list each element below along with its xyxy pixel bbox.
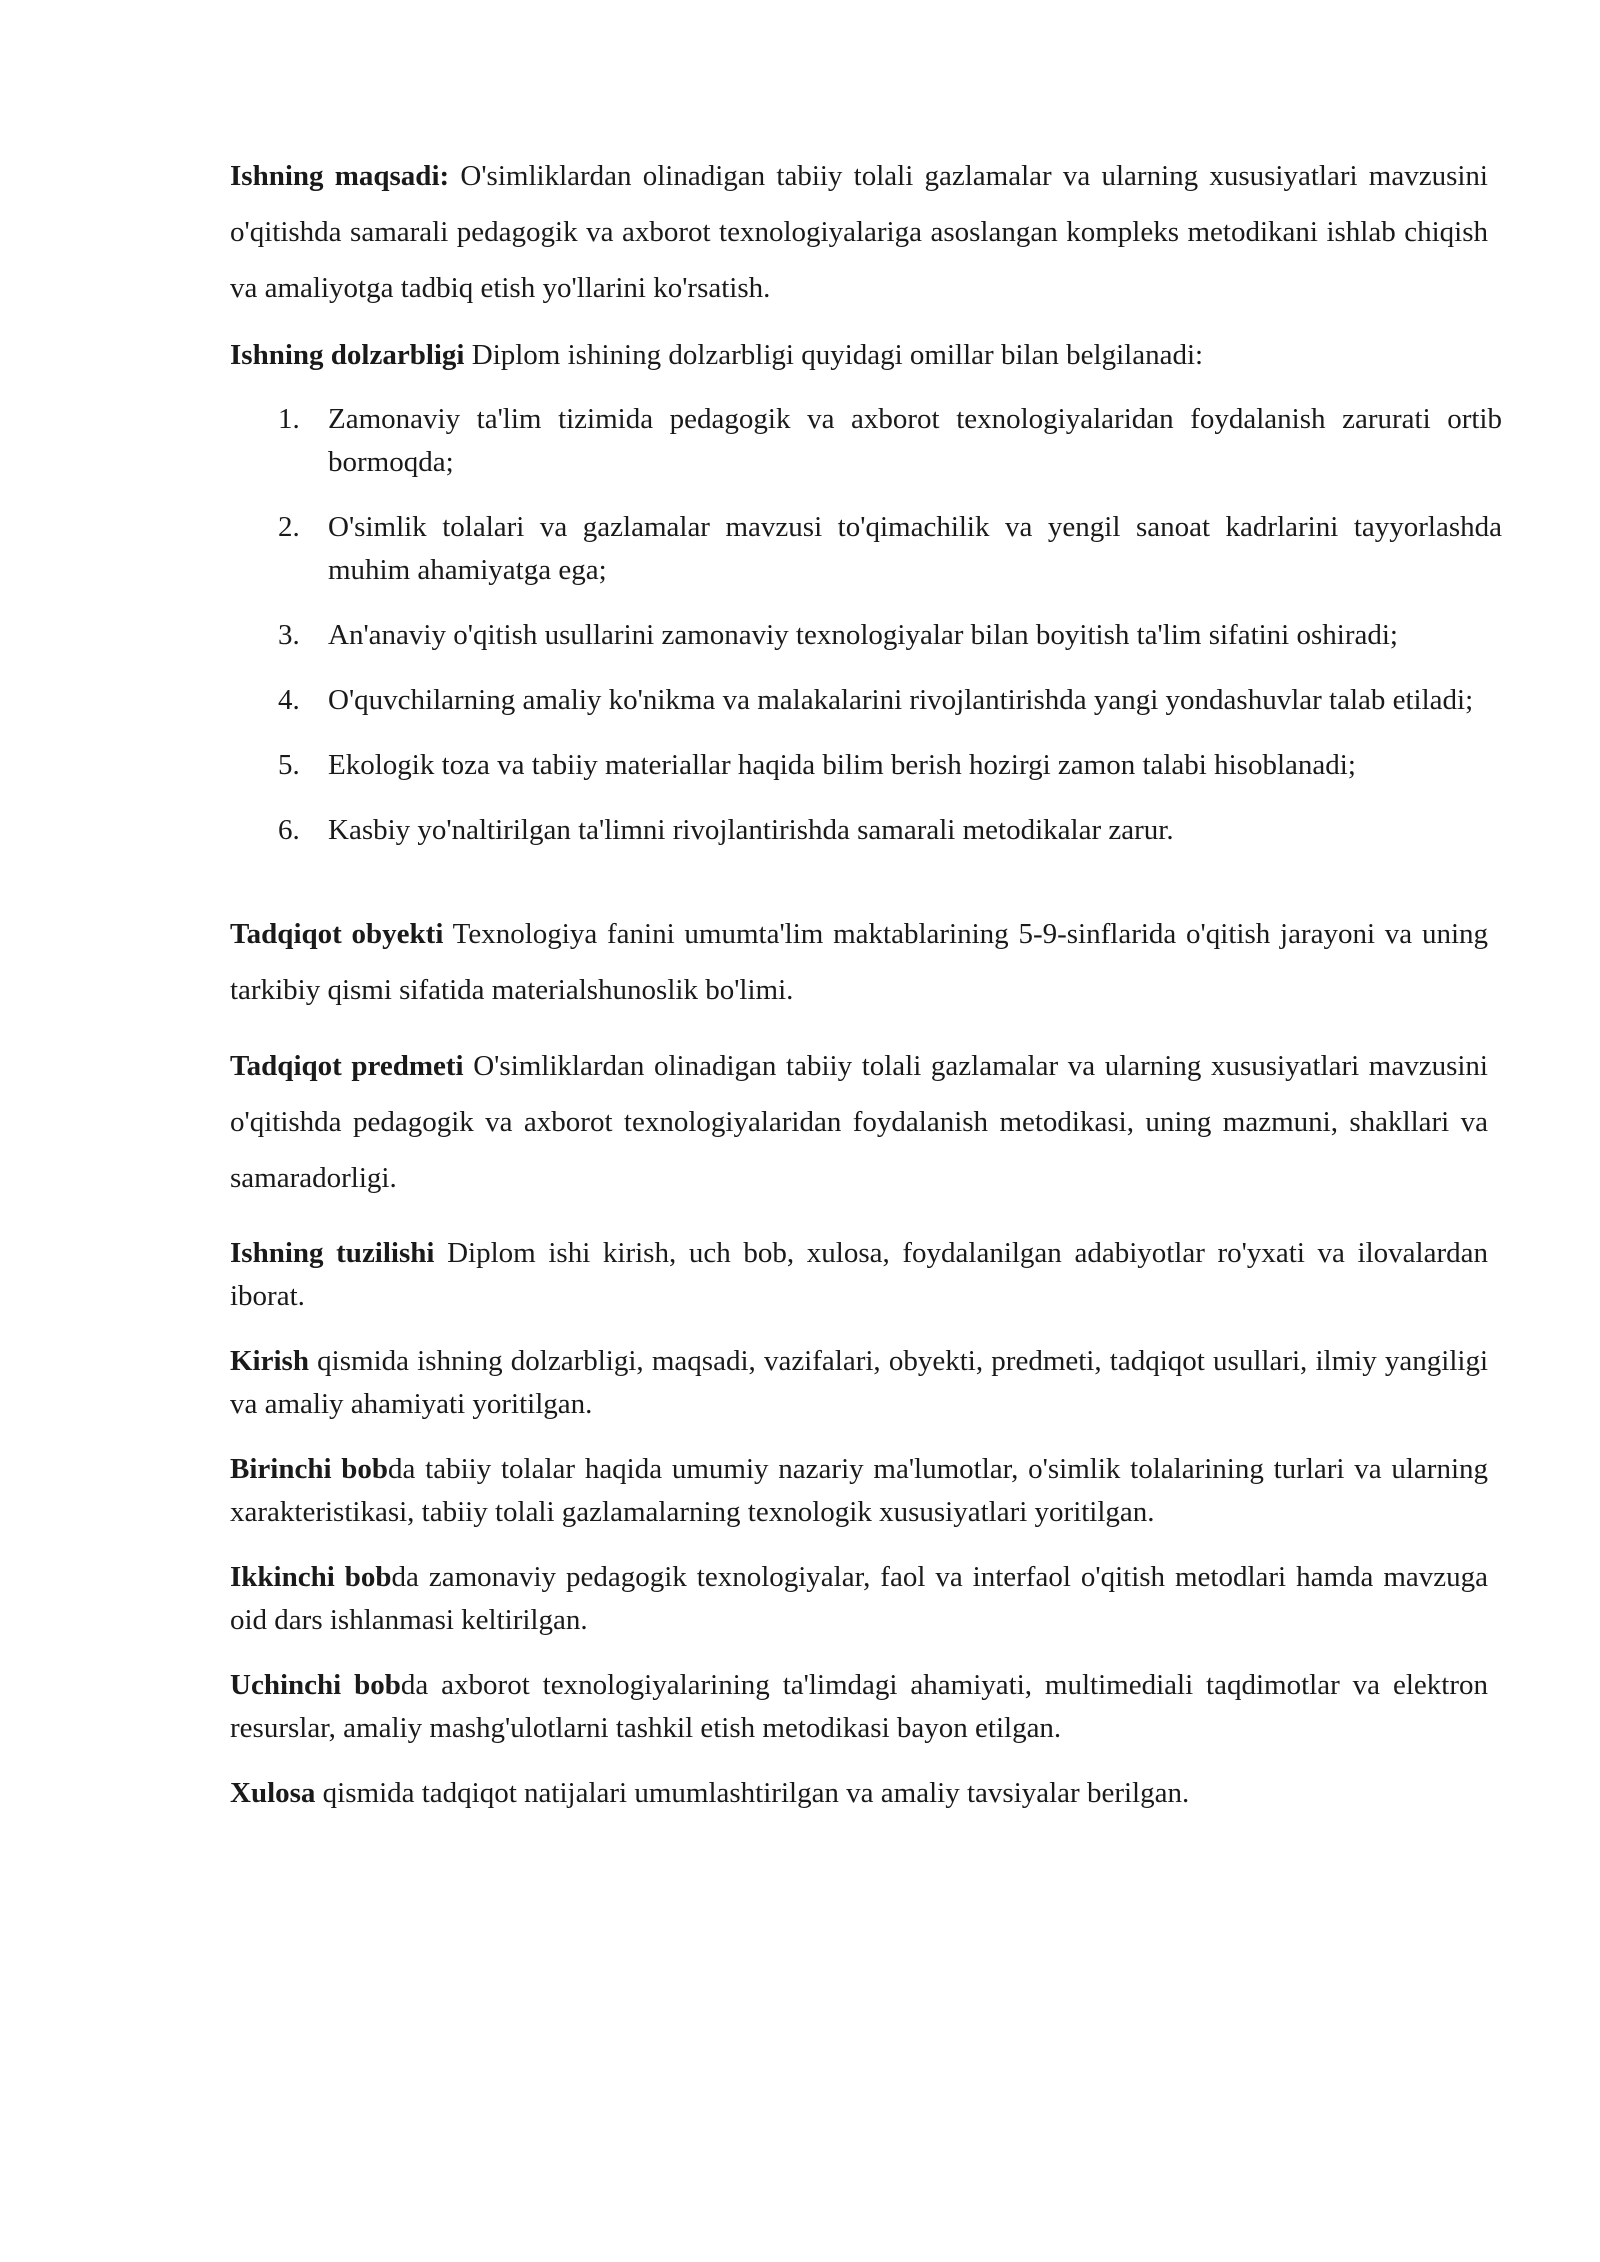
bob1-paragraph [230,1448,1488,1534]
list-item-text: O'simlik tolalari va gazlamalar mavzusi to'qimachilik va yengil sanoat kadrlarini tayyorlashda muhim ahamiyatga ega; [328,511,1502,586]
kirish-text: qismida ishning dolzarbligi, maqsadi, vazifalari, obyekti, predmeti, tadqiqot usullari, ilmiy yangiligi va amaliy ahamiyati yoritilgan. [230,1345,1488,1420]
list-item-text: An'anaviy o'qitish usullarini zamonaviy texnologiyalar bilan boyitish ta'lim sifatini oshiradi; [328,619,1398,651]
list-item [278,398,1502,484]
tuzilish-label: Ishning tuzilishi [230,1237,435,1269]
dolzarblik-text: Diplom ishining dolzarbligi quyidagi omillar bilan belgilanadi: [464,339,1204,371]
xulosa-label: Xulosa [230,1777,316,1809]
list-item [278,614,1502,657]
list-item-number: 5. [278,749,300,781]
list-item-text: Zamonaviy ta'lim tizimida pedagogik va axborot texnologiyalaridan foydalanish zarurati ortib bormoqda; [328,403,1502,478]
list-item-text: Ekologik toza va tabiiy materiallar haqida bilim berish hozirgi zamon talabi hisoblanadi; [328,749,1356,781]
obyekt-label: Tadqiqot obyekti [230,918,444,950]
bob1-text: da tabiiy tolalar haqida umumiy nazariy ma'lumotlar, o'simlik tolalarining turlari va ularning xarakteristikasi, tabiiy tolali gazlamalarning texnologik xususiyatlari yoritilgan. [230,1453,1488,1528]
maqsad-label: Ishning maqsadi: [230,160,450,192]
list-item [278,506,1502,592]
dolzarblik-label: Ishning dolzarbligi [230,339,465,371]
bob3-text: da axborot texnologiyalarining ta'limdagi ahamiyati, multimediali taqdimotlar va elektron resurslar, amaliy mashg'ulotlarni tashkil etish metodikasi bayon etilgan. [230,1669,1488,1744]
kirish-label: Kirish [230,1345,309,1377]
xulosa-paragraph [230,1772,1488,1815]
list-item [278,744,1502,787]
list-item-text: Kasbiy yo'naltirilgan ta'limni rivojlantirishda samarali metodikalar zarur. [328,814,1174,846]
dolzarblik-list [278,398,1502,852]
obyekt-text: Texnologiya fanini umumta'lim maktablarining 5-9-sinflarida o'qitish jarayoni va uning tarkibiy qismi sifatida materialshunoslik bo'limi. [230,918,1488,1006]
predmet-label: Tadqiqot predmeti [230,1050,464,1082]
maqsad-text: O'simliklardan olinadigan tabiiy tolali gazlamalar va ularning xususiyatlari mavzusini o'qitishda samarali pedagogik va axborot texnologiyalariga asoslangan kompleks metodikani ishlab chiqish va amaliyotga tadbiq etish yo'llarini ko'rsatish. [230,160,1488,304]
bob3-label: Uchinchi bob [230,1669,401,1701]
kirish-paragraph [230,1340,1488,1426]
xulosa-text: qismida tadqiqot natijalari umumlashtirilgan va amaliy tavsiyalar berilgan. [315,1777,1190,1809]
maqsad-paragraph [230,148,1488,316]
bob1-label: Birinchi bob [230,1453,389,1485]
list-item-number: 4. [278,684,300,716]
list-item [278,809,1502,852]
list-item-number: 6. [278,814,300,846]
bob2-label: Ikkinchi bob [230,1561,392,1593]
document-page [230,148,1502,1815]
tuzilish-text: Diplom ishi kirish, uch bob, xulosa, foydalanilgan adabiyotlar ro'yxati va ilovalardan iborat. [230,1237,1488,1312]
list-item-number: 2. [278,511,300,543]
predmet-paragraph [230,1038,1488,1206]
bob2-text: da zamonaviy pedagogik texnologiyalar, faol va interfaol o'qitish metodlari hamda mavzuga oid dars ishlanmasi keltirilgan. [230,1561,1488,1636]
bob3-paragraph [230,1664,1488,1750]
obyekt-paragraph [230,906,1488,1018]
bob2-paragraph [230,1556,1488,1642]
list-item-number: 3. [278,619,300,651]
list-item-number: 1. [278,403,300,435]
list-item-text: O'quvchilarning amaliy ko'nikma va malakalarini rivojlantirishda yangi yondashuvlar talab etiladi; [328,684,1474,716]
list-item [278,679,1502,722]
dolzarblik-paragraph [230,334,1488,377]
predmet-text: O'simliklardan olinadigan tabiiy tolali gazlamalar va ularning xususiyatlari mavzusini o'qitishda pedagogik va axborot texnologiyalaridan foydalanish metodikasi, uning mazmuni, shakllari va samaradorligi. [230,1050,1488,1194]
tuzilish-paragraph [230,1232,1488,1318]
